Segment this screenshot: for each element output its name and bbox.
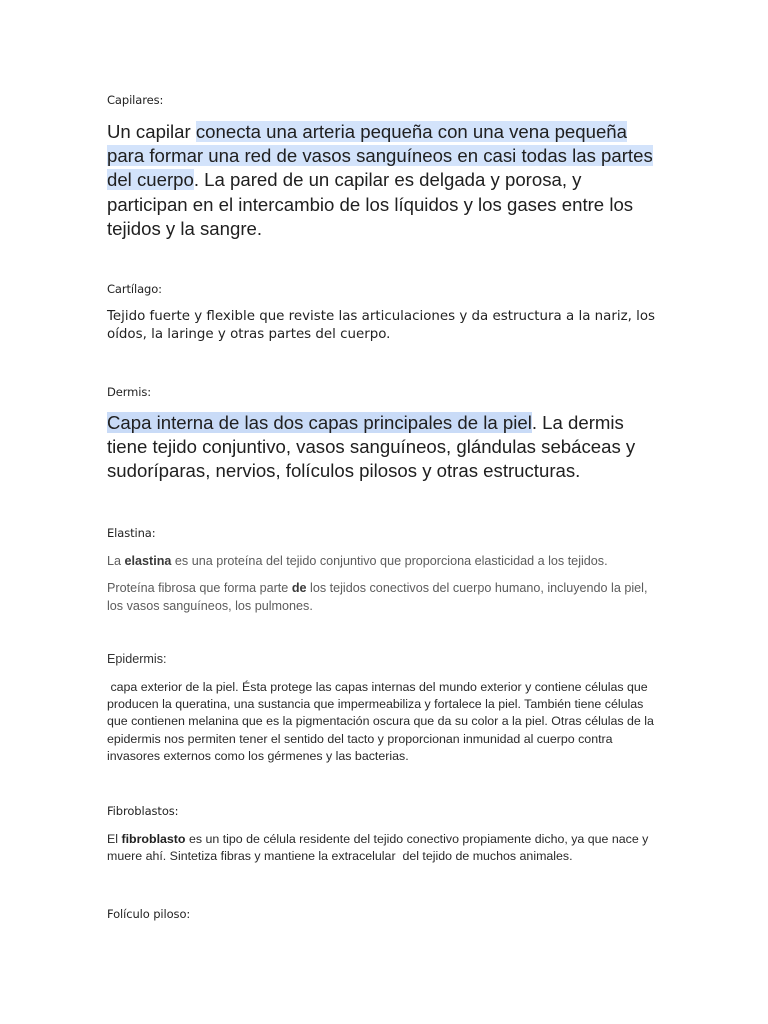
elastina-paragraph-1 xyxy=(107,553,667,571)
dermis-paragraph xyxy=(107,411,667,484)
section-elastina xyxy=(107,526,667,540)
section-dermis xyxy=(107,385,667,399)
capilares-highlight: conecta una arteria pequeña con una vena pequeña para formar una red de vasos sanguíneos en casi todas las partes del cuerpo xyxy=(107,121,653,191)
elastina-p1-pre: La xyxy=(107,554,125,568)
capilares-text-pre: Un capilar xyxy=(107,121,196,142)
dermis-highlight: Capa interna de las dos capas principales de la piel xyxy=(107,412,532,433)
elastina-paragraph-2 xyxy=(107,580,667,615)
fibroblastos-bold: fibroblasto xyxy=(121,832,186,846)
heading-foliculo: Folículo piloso: xyxy=(107,907,191,921)
capilares-paragraph xyxy=(107,120,667,241)
fibroblastos-paragraph-block xyxy=(107,831,667,865)
section-fibroblastos xyxy=(107,804,667,818)
elastina-p2-bold: de xyxy=(291,581,307,595)
fibroblastos-pre: El xyxy=(107,832,122,846)
heading-elastina: Elastina: xyxy=(107,526,156,540)
dermis-text-post: . La dermis tiene tejido conjuntivo, vasos sanguíneos, glándulas sebáceas y sudoríparas, nervios, folículos pilosos y otras estructuras. xyxy=(107,412,636,482)
fibroblastos-post: es un tipo de célula residente del tejido conectivo propiamente dicho, ya que nace y muere ahí. Sintetiza fibras y mantiene la extracelular del tejido de muchos animales. xyxy=(107,832,652,864)
elastina-p2-pre: Proteína fibrosa que forma parte xyxy=(107,581,292,595)
elastina-paragraph-1-block xyxy=(107,553,667,571)
capilares-paragraph-block xyxy=(107,120,667,241)
section-epidermis xyxy=(107,652,667,666)
section-foliculo xyxy=(107,907,667,921)
cartilago-paragraph: Tejido fuerte y flexible que reviste las articulaciones y da estructura a la nariz, los oídos, la laringe y otras partes del cuerpo. xyxy=(107,309,656,342)
elastina-paragraph-2-block xyxy=(107,580,667,615)
section-cartilago xyxy=(107,282,667,296)
heading-fibroblastos: Fibroblastos: xyxy=(107,804,179,818)
dermis-paragraph-block xyxy=(107,411,667,484)
fibroblastos-paragraph xyxy=(107,831,667,865)
heading-capilares: Capilares: xyxy=(107,93,164,107)
section-capilares xyxy=(107,93,667,107)
elastina-p1-post: es una proteína del tejido conjuntivo que proporciona elasticidad a los tejidos. xyxy=(171,554,608,568)
elastina-p2-post: los tejidos conectivos del cuerpo humano, incluyendo la piel, los vasos sanguíneos, los pulmones. xyxy=(107,581,648,613)
cartilago-paragraph-block xyxy=(107,308,667,344)
heading-dermis: Dermis: xyxy=(107,385,152,399)
epidermis-paragraph: capa exterior de la piel. Ésta protege las capas internas del mundo exterior y contiene células que producen la queratina, una sustancia que impermeabiliza y fortalece la piel. También tiene células que contienen melanina que es la pigmentación oscura que da su color a la piel. Otras células de la epidermis nos permiten tener el sentido del tacto y proporcionan inmunidad al cuerpo contra invasores externos como los gérmenes y las bacterias. xyxy=(107,680,658,763)
heading-cartilago: Cartílago: xyxy=(107,282,162,296)
elastina-p1-bold: elastina xyxy=(124,554,172,568)
epidermis-paragraph-block xyxy=(107,679,667,765)
capilares-text-post: . La pared de un capilar es delgada y porosa, y participan en el intercambio de los líquidos y los gases entre los tejidos y la sangre. xyxy=(107,169,634,239)
heading-epidermis: Epidermis: xyxy=(107,652,167,666)
